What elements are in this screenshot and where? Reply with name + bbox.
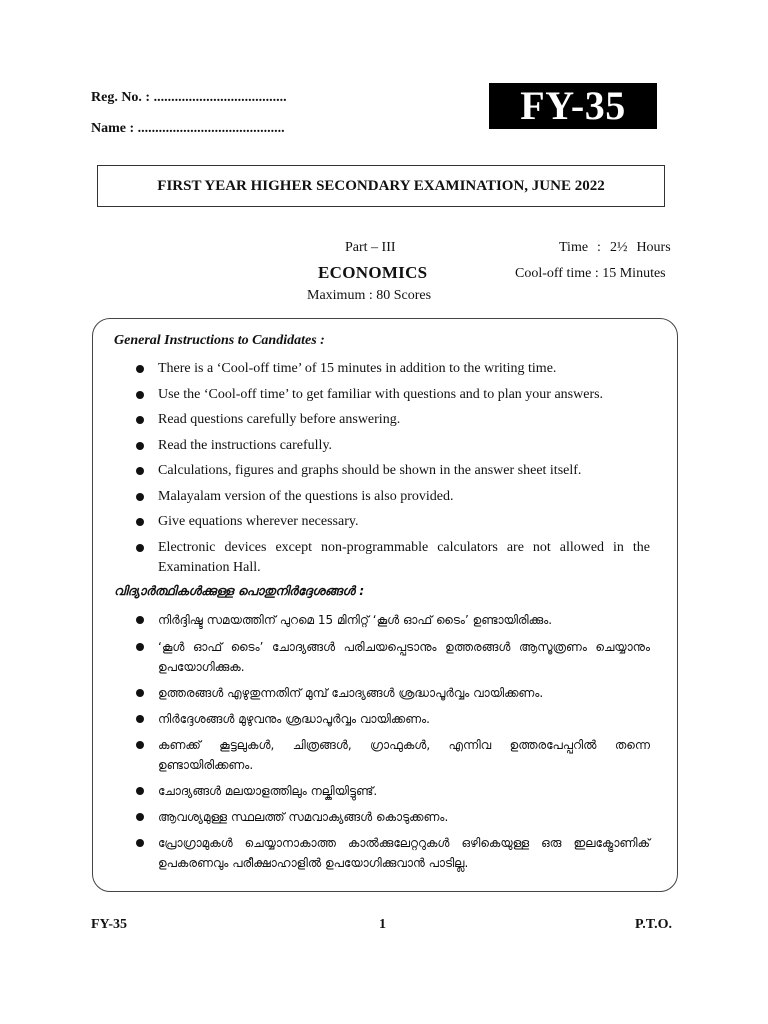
instruction-ml-3: ഉത്തരങ്ങൾ എഴുതുന്നതിന് മുമ്പ് ചോദ്യങ്ങൾ ശ്രദ്ധാപൂർവ്വം വായിക്കണം.: [158, 686, 544, 700]
instruction-en-7: Give equations wherever necessary.: [158, 514, 359, 529]
name-blank: ..........................................: [137, 121, 285, 136]
reg-no-blank: ......................................: [153, 90, 287, 105]
bullet-icon: [136, 813, 144, 821]
bullet-icon: [136, 442, 144, 450]
max-scores-label: Maximum : 80 Scores: [307, 288, 432, 303]
footer-paper-code: FY-35: [91, 917, 128, 932]
cool-off-label: Cool-off time : 15 Minutes: [515, 266, 666, 281]
bullet-icon: [136, 741, 144, 749]
bullet-icon: [136, 365, 144, 373]
instruction-en-1: There is a ‘Cool-off time’ of 15 minutes in addition to the writing time.: [158, 361, 557, 376]
instruction-ml-5: കണക്ക് കൂട്ടലുകൾ, ചിത്രങ്ങൾ, ഗ്രാഫുകൾ, എന്നിവ ഉത്തരപേപ്പറിൽ തന്നെ ഉണ്ടായിരിക്കണം.: [158, 738, 650, 772]
bullet-icon: [136, 416, 144, 424]
bullet-icon: [136, 689, 144, 697]
instruction-en-3: Read questions carefully before answering.: [158, 412, 401, 427]
bullet-icon: [136, 467, 144, 475]
instruction-ml-4: നിർദ്ദേശങ്ങൾ മുഴുവനും ശ്രദ്ധാപൂർവ്വം വായിക്കണം.: [158, 712, 430, 726]
instruction-en-8: Electronic devices except non-programmable calculators are not allowed in the Examination Hall.: [158, 540, 650, 575]
instruction-ml-2: ‘കൂൾ ഓഫ് ടൈം’ ചോദ്യങ്ങൾ പരിചയപ്പെടാനും ഉത്തരങ്ങൾ ആസൂത്രണം ചെയ്യാനും ഉപയോഗിക്കുക.: [158, 640, 650, 674]
subject-title: ECONOMICS: [318, 263, 428, 282]
time-label: Time : 2½ Hours: [559, 240, 671, 255]
malayalam-instructions-heading: വിദ്യാർത്ഥികൾക്കുള്ള പൊതുനിർദ്ദേശങ്ങൾ :: [114, 583, 365, 598]
instruction-ml-6: ചോദ്യങ്ങൾ മലയാളത്തിലും നല്കിയിട്ടുണ്ട്.: [158, 784, 378, 798]
page-number: 1: [379, 917, 386, 932]
name-field: [91, 121, 285, 137]
instruction-en-6: Malayalam version of the questions is also provided.: [158, 489, 454, 504]
name-label: Name :: [91, 121, 138, 136]
instruction-en-4: Read the instructions carefully.: [158, 438, 333, 453]
exam-title: FIRST YEAR HIGHER SECONDARY EXAMINATION, JUNE 2022: [97, 165, 665, 207]
instruction-ml-1: നിർദ്ദിഷ്ട സമയത്തിന് പുറമെ 15 മിനിറ്റ് ‘കൂൾ ഓഫ് ടൈം’ ഉണ്ടായിരിക്കും.: [158, 613, 553, 627]
instruction-en-5: Calculations, figures and graphs should be shown in the answer sheet itself.: [158, 463, 582, 478]
instruction-ml-7: ആവശ്യമുള്ള സ്ഥലത്ത് സമവാക്യങ്ങൾ കൊടുക്കണം.: [158, 810, 449, 824]
bullet-icon: [136, 839, 144, 847]
reg-no-field: [91, 90, 287, 106]
bullet-icon: [136, 715, 144, 723]
part-label: Part – III: [345, 240, 396, 255]
bullet-icon: [136, 544, 144, 552]
bullet-icon: [136, 518, 144, 526]
bullet-icon: [136, 616, 144, 624]
bullet-icon: [136, 643, 144, 651]
please-turn-over-label: P.T.O.: [635, 917, 672, 932]
instruction-ml-8: പ്രോഗ്രാമുകൾ ചെയ്യാനാകാത്ത കാൽക്കുലേറ്ററുകൾ ഒഴികെയുള്ള ഒരു ഇലക്ട്രോണിക് ഉപകരണവും പരീക്ഷാഹാളിൽ ഉപയോഗിക്കുവാൻ പാടില്ല.: [158, 836, 650, 870]
instruction-en-2: Use the ‘Cool-off time’ to get familiar with questions and to plan your answers.: [158, 387, 604, 402]
bullet-icon: [136, 787, 144, 795]
english-instructions-heading: General Instructions to Candidates :: [114, 333, 325, 348]
bullet-icon: [136, 493, 144, 501]
bullet-icon: [136, 391, 144, 399]
paper-code-badge: FY-35: [489, 83, 657, 129]
reg-no-label: Reg. No. :: [91, 90, 154, 105]
